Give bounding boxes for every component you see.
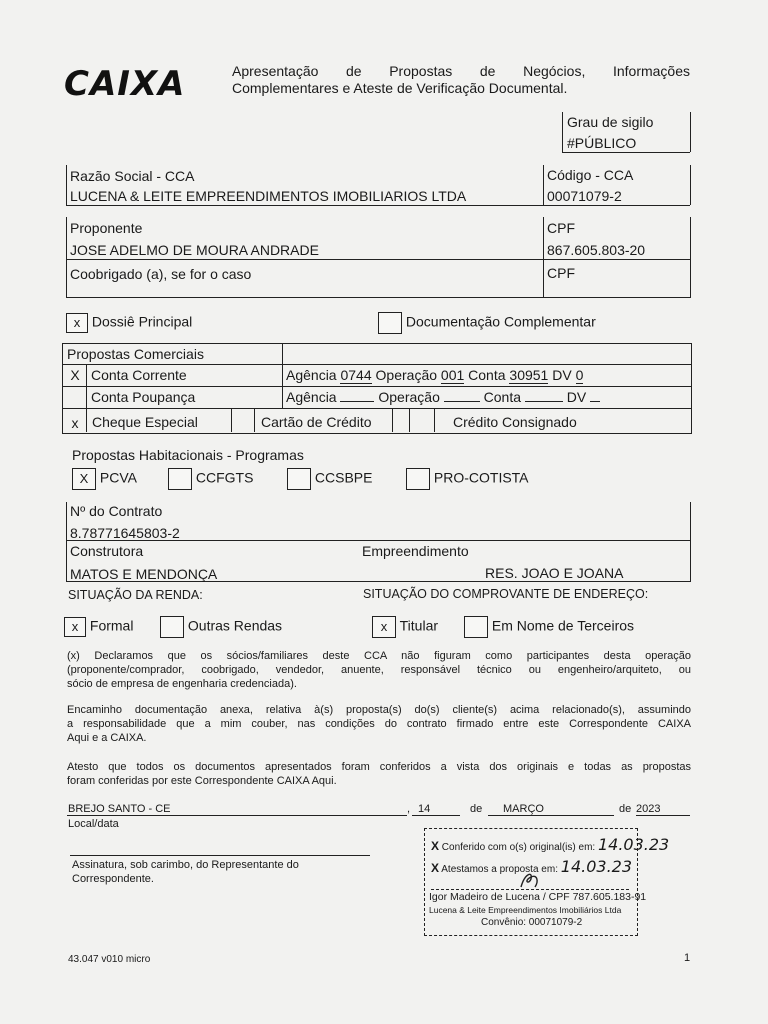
ccsbpe-label: CCSBPE	[314, 469, 373, 486]
conta-corrente-label: Conta Corrente	[91, 367, 187, 383]
outras-rendas-checkbox[interactable]	[160, 616, 184, 638]
razao-value: LUCENA & LEITE EMPREENDIMENTOS IMOBILIARIOS LTDA	[70, 188, 467, 204]
formal-label: Formal	[89, 617, 134, 634]
stamp-atestamos-mark: X	[431, 861, 440, 875]
documentacao-complementar	[378, 312, 596, 334]
credito-consignado-label: Crédito Consignado	[453, 414, 577, 430]
declaracao-line: (x) Declaramos que os sócios/familiares deste CCA não figuram como participantes desta operação	[67, 650, 691, 662]
cheque-especial-checkbox[interactable]: x	[71, 415, 79, 431]
cc-conta-value: 30951	[509, 367, 549, 383]
sigilo-value: #PÚBLICO	[567, 135, 637, 151]
situacao-renda-label: SITUAÇÃO DA RENDA:	[68, 588, 203, 602]
atesto-paragraph	[67, 760, 691, 788]
ccfgts-label: CCFGTS	[195, 469, 254, 486]
habitacional-option	[406, 468, 529, 490]
razao-label: Razão Social - CCA	[70, 168, 195, 184]
titular-checkbox[interactable]: x	[372, 616, 396, 638]
coobrigado-cpf-label: CPF	[547, 265, 575, 281]
renda-outras	[160, 616, 282, 638]
stamp-name: Igor Madeiro de Lucena / CPF 787.605.183-91	[429, 891, 647, 903]
contrato-value: 8.78771645803-2	[70, 525, 180, 541]
local-city: BREJO SANTO - CE	[68, 803, 171, 815]
signature-scribble	[517, 869, 543, 891]
cc-dv-value: 0	[575, 367, 584, 383]
stamp-conferido-date: 14.03.23	[597, 835, 670, 854]
stamp-atestamos-label: Atestamos a proposta em:	[441, 864, 558, 875]
dossie-principal-checkbox[interactable]: x	[66, 313, 88, 333]
pro-cotista-checkbox[interactable]	[406, 468, 430, 490]
ccsbpe-checkbox[interactable]	[287, 468, 311, 490]
cc-agencia-label: Agência	[286, 367, 337, 383]
cp-dv-label: DV	[566, 389, 587, 405]
contrato-label: Nº do Contrato	[70, 503, 163, 519]
local-de-1: de	[470, 803, 483, 815]
terceiros-checkbox[interactable]	[464, 616, 488, 638]
cartao-credito-label: Cartão de Crédito	[261, 414, 372, 430]
conta-corrente-details	[286, 367, 583, 384]
cc-agencia-value: 0744	[340, 367, 372, 383]
local-month: MARÇO	[503, 803, 544, 815]
header-title-line1: Apresentação de Propostas de Negócios, Informações	[232, 63, 690, 79]
stamp-company: Lucena & Leite Empreendimentos Imobiliários Ltda	[429, 905, 622, 915]
declaracao-line: sócio de empresa de engenharia credenciada).	[67, 678, 297, 690]
stamp-conferido	[431, 835, 669, 854]
conta-poupanca-details	[286, 389, 600, 405]
encaminho-line: Encaminho documentação anexa, relativa à(s) proposta(s) do(s) cliente(s) acima relacionado(s), assumindo	[67, 704, 691, 716]
habitacional-option	[287, 468, 372, 490]
conta-corrente-checkbox[interactable]: X	[70, 367, 80, 383]
atesto-line: Atesto que todos os documentos apresentados foram conferidos a vista dos originais e todas as propostas	[67, 761, 691, 773]
terceiros-label: Em Nome de Terceiros	[491, 617, 635, 634]
ccfgts-checkbox[interactable]	[168, 468, 192, 490]
stamp-atestamos-date: 14.03.23	[560, 857, 633, 876]
local-data-label: Local/data	[68, 818, 119, 830]
habitacional-option	[72, 468, 137, 490]
footer-code: 43.047 v010 micro	[68, 954, 151, 965]
atesto-line: foram conferidas por este Correspondente CAIXA Aqui.	[67, 775, 337, 787]
encaminho-line: Aqui e a CAIXA.	[67, 732, 147, 744]
empreendimento-label: Empreendimento	[362, 543, 469, 559]
outras-rendas-label: Outras Rendas	[187, 617, 283, 634]
stamp-convenio: Convênio: 00071079-2	[481, 917, 583, 928]
cartao-credito-checkbox[interactable]	[232, 409, 253, 431]
encaminho-paragraph	[67, 703, 691, 745]
cp-operacao-field[interactable]	[444, 401, 480, 402]
cp-dv-field[interactable]	[590, 401, 600, 402]
cp-conta-field[interactable]	[525, 401, 563, 402]
cp-agencia-label: Agência	[286, 389, 337, 405]
documentacao-complementar-checkbox[interactable]	[378, 312, 402, 334]
credito-consignado-checkbox[interactable]	[410, 409, 433, 431]
pro-cotista-label: PRO-COTISTA	[433, 469, 529, 486]
caixa-logo: CAIXA	[64, 64, 186, 104]
cpf-value: 867.605.803-20	[547, 242, 646, 258]
construtora-value: MATOS E MENDONÇA	[70, 566, 218, 582]
local-comma: ,	[407, 803, 411, 815]
cc-operacao-value: 001	[440, 367, 465, 383]
local-day: 14	[418, 803, 431, 815]
stamp-conferido-mark: X	[431, 839, 440, 853]
assinatura-line2: Correspondente.	[72, 873, 154, 885]
cheque-especial-label: Cheque Especial	[92, 414, 198, 430]
titular-label: Titular	[399, 617, 439, 634]
declaracao-paragraph	[67, 649, 691, 691]
verification-stamp	[424, 828, 670, 936]
page-number: 1	[684, 952, 691, 964]
proponente-value: JOSE ADELMO DE MOURA ANDRADE	[70, 242, 319, 258]
documentacao-complementar-label: Documentação Complementar	[405, 313, 596, 330]
encaminho-line: a responsabilidade que a mim couber, nas condições do contrato firmado entre este Correspondente CAIXA	[67, 718, 691, 730]
cp-conta-label: Conta	[483, 389, 521, 405]
cpf-label: CPF	[547, 220, 575, 236]
construtora-label: Construtora	[70, 543, 144, 559]
local-de-2: de	[619, 803, 632, 815]
pcva-checkbox[interactable]: X	[72, 468, 96, 490]
proponente-label: Proponente	[70, 220, 143, 236]
header-title-line2: Complementares e Ateste de Verificação Documental.	[232, 80, 568, 96]
habitacional-option	[168, 468, 253, 490]
propostas-comerciais-header: Propostas Comerciais	[67, 346, 204, 362]
stamp-conferido-label: Conferido com o(s) original(is) em:	[441, 842, 596, 853]
coobrigado-label: Coobrigado (a), se for o caso	[70, 266, 252, 282]
situacao-endereco-label: SITUAÇÃO DO COMPROVANTE DE ENDEREÇO:	[363, 587, 649, 601]
conta-poupanca-label: Conta Poupança	[91, 389, 196, 405]
propostas-habitacionais-header: Propostas Habitacionais - Programas	[72, 447, 304, 463]
codigo-cca-label: Código - CCA	[547, 167, 634, 183]
pcva-label: PCVA	[99, 469, 137, 486]
dossie-principal-label: Dossiê Principal	[91, 313, 193, 330]
cp-operacao-label: Operação	[378, 389, 440, 405]
formal-checkbox[interactable]: x	[64, 617, 86, 637]
renda-formal	[64, 617, 133, 637]
endereco-titular	[372, 616, 438, 638]
cc-dv-label: DV	[552, 367, 572, 383]
declaracao-line: (proponente/comprador, coobrigado, vendedor, anuente, responsável técnico ou engenheiro/arquiteto, ou	[67, 664, 691, 676]
dossie-principal	[66, 313, 192, 333]
cc-operacao-label: Operação	[375, 367, 438, 383]
cc-conta-label: Conta	[468, 367, 506, 383]
assinatura-line1: Assinatura, sob carimbo, do Representante do	[72, 859, 299, 871]
cp-agencia-field[interactable]	[340, 401, 374, 402]
codigo-cca-value: 00071079-2	[547, 188, 622, 204]
sigilo-label: Grau de sigilo	[567, 114, 654, 130]
local-year: 2023	[636, 803, 661, 815]
endereco-terceiros	[464, 616, 634, 638]
empreendimento-value: RES. JOAO E JOANA	[485, 565, 624, 581]
